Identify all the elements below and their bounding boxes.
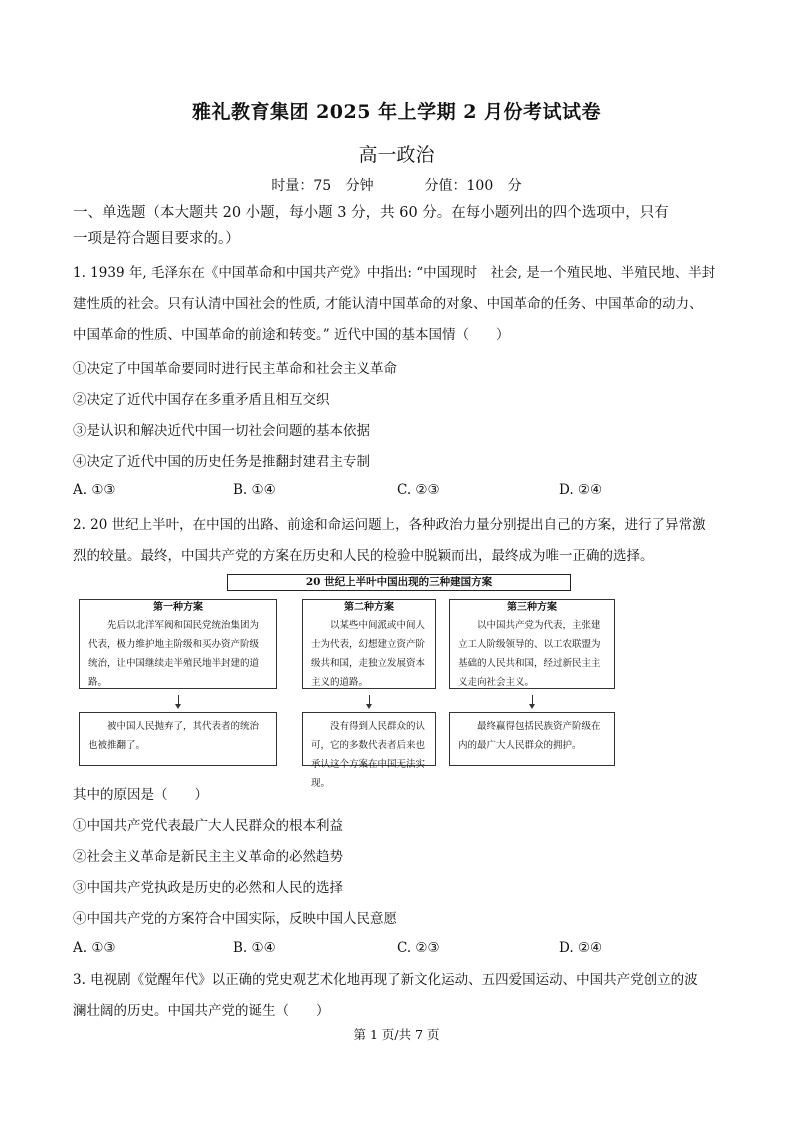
subject-title: 高一政治: [358, 144, 435, 166]
plan-3-arrow: [532, 695, 533, 705]
plan-2-result: 没有得到人民群众的认可，它的多数代表者后来也承认这个方案在中国无法实现。: [311, 721, 426, 789]
exam-meta: [0, 175, 793, 195]
q2-option-a[interactable]: A. ①③: [73, 940, 116, 956]
plan-3-result-box: [449, 712, 615, 766]
score-label: 分值：100 分: [424, 178, 522, 194]
section-heading: [73, 200, 723, 252]
q1-statement-2: ②决定了近代中国存在多重矛盾且相互交织: [73, 392, 330, 408]
plan-1-result-box: [79, 712, 277, 766]
q2-statement-2: ②社会主义革命是新民主主义革命的必然趋势: [73, 849, 343, 865]
q3-line-2: 澜壮阔的历史。中国共产党的诞生（ ）: [73, 1003, 330, 1019]
plan-1-result: 被中国人民抛弃了，其代表者的统治也被推翻了。: [88, 721, 260, 751]
q1-option-b[interactable]: B. ①④: [233, 482, 276, 498]
plan-3-heading: 第三种方案: [507, 602, 557, 613]
time-label: 时量：75 分钟: [271, 178, 374, 194]
q2-statement-3: ③中国共产党执政是历史的必然和人民的选择: [73, 880, 343, 896]
question-3-stem: [73, 965, 725, 1027]
q1-statement-4: ④决定了近代中国的历史任务是推翻封建君主专制: [73, 454, 370, 470]
question-1-stem: [73, 258, 725, 351]
q1-statement-3: ③是认识和解决近代中国一切社会问题的基本依据: [73, 423, 370, 439]
plan-3-text: 以中国共产党为代表，主张建立工人阶级领导的、以工农联盟为基础的人民共和国，经过新民主主义走向社会主义。: [458, 620, 601, 688]
q2-option-b[interactable]: B. ①④: [233, 940, 276, 956]
plan-2-arrow: [369, 695, 370, 705]
section-line-2: 一项是符合题目要求的。）: [73, 231, 240, 247]
plan-1-heading: 第一种方案: [153, 602, 203, 613]
diagram-title: 20 世纪上半叶中国出现的三种建国方案: [227, 574, 571, 591]
q2-line-2: 烈的较量。最终，中国共产党的方案在历史和人民的检验中脱颖而出，最终成为唯一正确的选择。: [73, 548, 654, 564]
q2-prompt: 其中的原因是（ ）: [73, 787, 208, 803]
plan-2-result-box: [302, 712, 436, 789]
q1-line-1: 1. 1939 年, 毛泽东在《中国革命和中国共产党》中指出: “中国现时 社会, 是一个殖民地、半殖民地、半封: [73, 265, 716, 281]
q1-option-d[interactable]: D. ②④: [559, 482, 603, 498]
q2-option-c[interactable]: C. ②③: [397, 940, 440, 956]
q1-line-2: 建性质的社会。只有认清中国社会的性质, 才能认清中国革命的对象、中国革命的任务、中国革命的动力、: [73, 296, 703, 312]
q1-line-3: 中国革命的性质、中国革命的前途和转变。” 近代中国的基本国情（ ）: [73, 327, 510, 343]
plan-1-box: [79, 599, 277, 689]
plan-2-text: 以某些中间派或中间人士为代表，幻想建立资产阶级共和国，走独立发展资本主义的道路。: [311, 620, 426, 688]
plan-2-heading: 第二种方案: [344, 602, 394, 613]
founding-plans-diagram: [79, 571, 719, 789]
plan-2-box: [302, 599, 436, 689]
plan-3-result: 最终赢得包括民族资产阶级在内的最广大人民群众的拥护。: [458, 721, 601, 751]
page-footer: 第 1 页/共 7 页: [353, 1027, 440, 1042]
q2-statement-4: ④中国共产党的方案符合中国实际，反映中国人民意愿: [73, 911, 397, 927]
exam-title: 雅礼教育集团 2025 年上学期 2 月份考试试卷: [191, 101, 602, 123]
section-line-1: 一、单选题（本大题共 20 小题，每小题 3 分，共 60 分。在每小题列出的四个选项中，只有: [73, 205, 669, 221]
q2-statement-1: ①中国共产党代表最广大人民群众的根本利益: [73, 818, 343, 834]
q1-statement-1: ①决定了中国革命要同时进行民主革命和社会主义革命: [73, 361, 397, 377]
plan-1-text: 先后以北洋军阀和国民党统治集团为代表，极力维护地主阶级和买办资产阶级统治，让中国继续走半殖民地半封建的道路。: [88, 620, 260, 688]
q2-option-d[interactable]: D. ②④: [559, 940, 603, 956]
q1-option-a[interactable]: A. ①③: [73, 482, 116, 498]
q2-line-1: 2. 20 世纪上半叶，在中国的出路、前途和命运问题上，各种政治力量分别提出自己的方案，进行了异常激: [73, 517, 706, 533]
plan-1-arrow: [178, 695, 179, 705]
question-2-stem: [73, 510, 725, 572]
plan-3-box: [449, 599, 615, 689]
q3-line-1: 3. 电视剧《觉醒年代》以正确的党史观艺术化地再现了新文化运动、五四爱国运动、中国共产党创立的波: [73, 972, 698, 988]
q1-option-c[interactable]: C. ②③: [397, 482, 440, 498]
